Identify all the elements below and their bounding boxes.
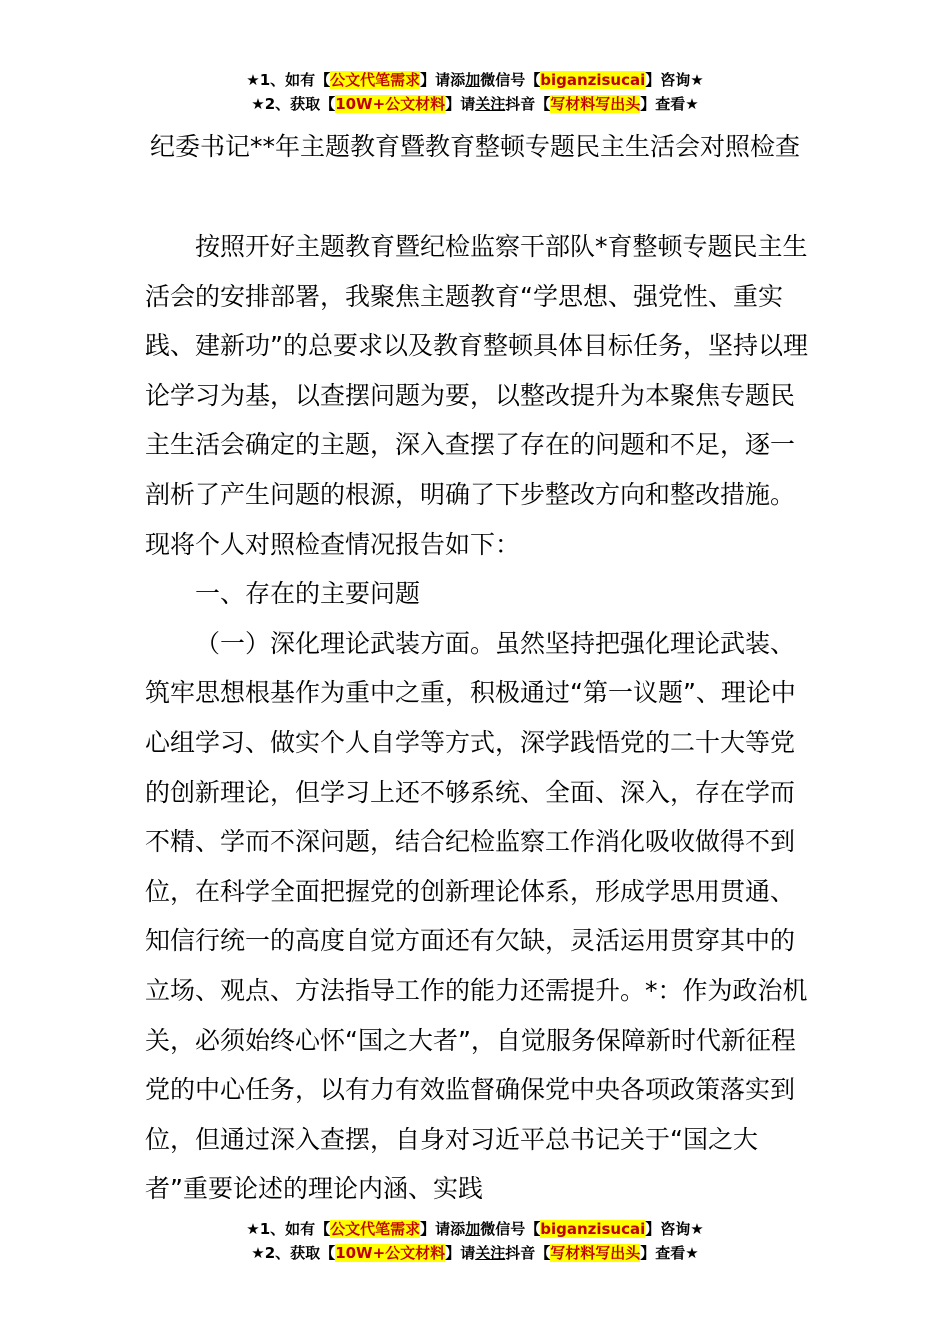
banner-text: 】查看★ — [640, 1244, 699, 1262]
banner-line-1 — [0, 68, 950, 92]
banner-text: 】咨询★ — [645, 71, 704, 89]
banner-underline: 加 — [465, 71, 481, 89]
body-paragraph: （一）深化理论武装方面。虽然坚持把强化理论武装、筑牢思想根基作为重中之重，积极通过“第一议题”、理论中心组学习、做实个人自学等方式，深学践悟党的二十大等党的创新理论，但学习上还不够系统、全面、深入，存在学而不精、学而不深问题，结合纪检监察工作消化吸收做得不到位，在科学全面把握党的创新理论体系，形成学思用贯通、知信行统一的高度自觉方面还有欠缺，灵活运用贯穿其中的立场、观点、方法指导工作的能力还需提升。*：作为政治机关，必须始终心怀“国之大者”，自觉服务保障新时代新征程党的中心任务，以有力有效监督确保党中央各项政策落实到位，但通过深入查摆，自身对习近平总书记关于“国之大者”重要论述的理论内涵、实践 — [145, 628, 808, 1204]
banner-line-2 — [0, 92, 950, 116]
banner-text: 抖音【 — [505, 95, 551, 113]
banner-text: ★1、如有【 — [246, 71, 331, 89]
intro-paragraph: 按照开好主题教育暨纪检监察干部队*育整顿专题民主生活会的安排部署，我聚焦主题教育“学思想、强党性、重实践、建新功”的总要求以及教育整顿具体目标任务，坚持以理论学习为基，以查摆问题为要，以整改提升为本聚焦专题民主生活会确定的主题，深入查摆了存在的问题和不足，逐一剖析了产生问题的根源，明确了下步整改方向和整改措施。现将个人对照检查情况报告如下： — [145, 232, 808, 559]
banner-text: ★2、获取【 — [251, 1244, 336, 1262]
banner-text: 】咨询★ — [645, 1220, 704, 1238]
banner-text: ★2、获取【 — [251, 95, 336, 113]
banner-highlight: 10W+公文材料 — [335, 95, 446, 113]
banner-text: 微信号【 — [480, 1220, 541, 1238]
banner-underline: 加 — [465, 1220, 481, 1238]
banner-line-2 — [0, 1241, 950, 1265]
banner-text: ★1、如有【 — [246, 1220, 331, 1238]
banner-highlight: 10W+公文材料 — [335, 1244, 446, 1262]
banner-highlight: biganzisucai — [540, 1220, 646, 1238]
banner-highlight: 写材料写出头 — [550, 1244, 641, 1262]
footer-banner — [0, 1217, 950, 1265]
banner-text: 】请 — [445, 1244, 476, 1262]
banner-text: 】查看★ — [640, 95, 699, 113]
document-title: 纪委书记**年主题教育暨教育整顿专题民主生活会对照检查 — [149, 132, 800, 161]
banner-underline: 关注 — [475, 1244, 506, 1262]
section-heading: 一、存在的主要问题 — [195, 579, 421, 609]
banner-highlight: biganzisucai — [540, 71, 646, 89]
banner-text: 抖音【 — [505, 1244, 551, 1262]
document-body — [145, 222, 817, 1214]
banner-text: 微信号【 — [480, 71, 541, 89]
banner-text: 】请 — [445, 95, 476, 113]
banner-highlight: 公文代笔需求 — [330, 1220, 421, 1238]
banner-text: 】请添 — [420, 1220, 466, 1238]
banner-text: 】请添 — [420, 71, 466, 89]
banner-highlight: 公文代笔需求 — [330, 71, 421, 89]
banner-line-1 — [0, 1217, 950, 1241]
banner-highlight: 写材料写出头 — [550, 95, 641, 113]
banner-underline: 关注 — [475, 95, 506, 113]
header-banner — [0, 68, 950, 116]
